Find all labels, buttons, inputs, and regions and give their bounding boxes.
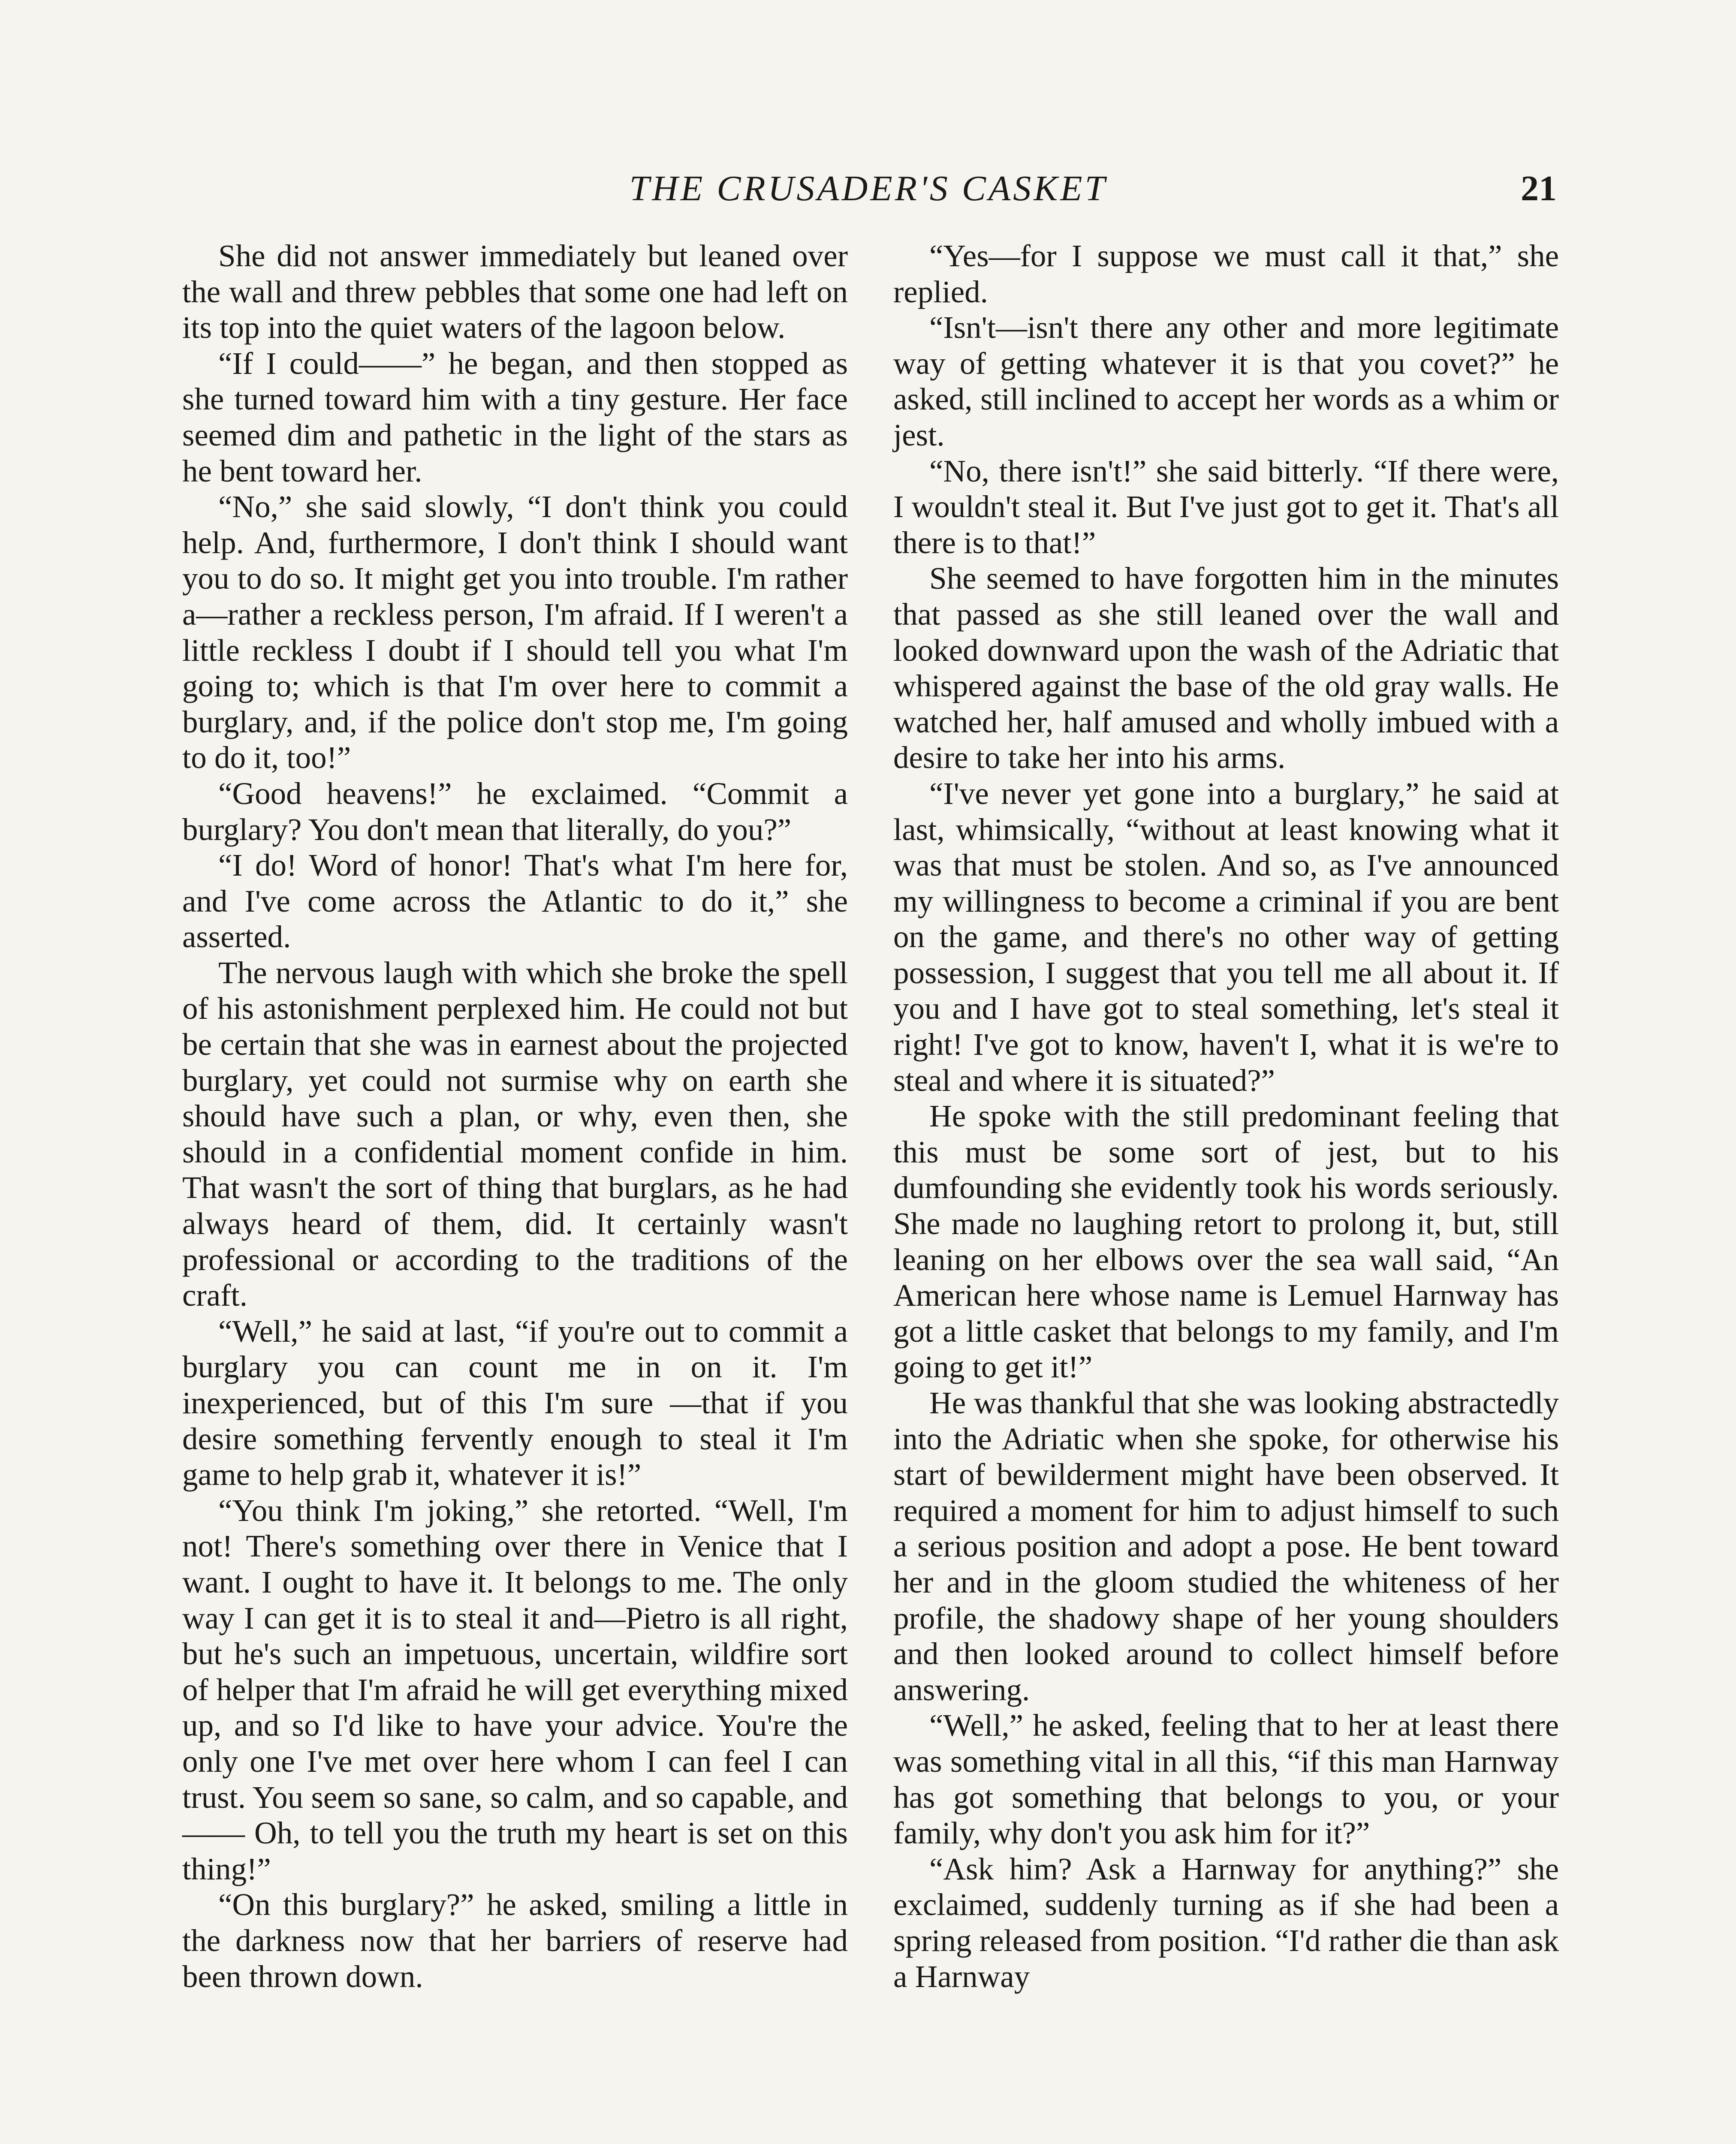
running-header bbox=[180, 163, 1557, 214]
paragraph: “Yes—for I suppose we must call it that,” she replied. bbox=[893, 238, 1559, 309]
paragraph: “If I could——” he began, and then stopped as she turned toward him with a tiny gesture. Her face seemed dim and pathetic in the light of the stars as he bent toward her. bbox=[182, 346, 848, 488]
left-text-column bbox=[182, 238, 848, 1994]
paragraph: “No,” she said slowly, “I don't think you could help. And, furthermore, I don't think I should want you to do so. It might get you into trouble. I'm rather a—rather a reckless person, I'm afraid. If I weren't a little reckless I doubt if I should tell you what I'm going to; which is that I'm over here to commit a burglary, and, if the police don't stop me, I'm going to do it, too!” bbox=[182, 489, 848, 775]
paragraph: “I've never yet gone into a burglary,” he said at last, whimsically, “without at least knowing what it was that must be stolen. And so, as I've announced my willingness to become a criminal if you are bent on the game, and there's no other way of getting possession, I suggest that you tell me all about it. If you and I have got to steal something, let's steal it right! I've got to know, haven't I, what it is we're to steal and where it is situated?” bbox=[893, 776, 1559, 1098]
paragraph: “I do! Word of honor! That's what I'm here for, and I've come across the Atlantic to do it,” she asserted. bbox=[182, 848, 848, 955]
paragraph: The nervous laugh with which she broke the spell of his astonishment perplexed him. He could not but be certain that she was in earnest about the projected burglary, yet could not surmise why on earth she should have such a plan, or why, even then, she should in a confidential moment confide in him. That wasn't the sort of thing that burglars, as he had always heard of them, did. It certainly wasn't professional or according to the traditions of the craft. bbox=[182, 955, 848, 1313]
page-number: 21 bbox=[1521, 169, 1557, 208]
paragraph: “Well,” he said at last, “if you're out to commit a burglary you can count me in on it. I'm inexperienced, but of this I'm sure —that if you desire something fervently enough to steal it I'm game to help grab it, whatever it is!” bbox=[182, 1313, 848, 1492]
running-title: THE CRUSADER'S CASKET bbox=[629, 169, 1108, 208]
paragraph: She seemed to have forgotten him in the minutes that passed as she still leaned over the wall and looked downward upon the wash of the Adriatic that whispered against the base of the old gray walls. He watched her, half amused and wholly imbued with a desire to take her into his arms. bbox=[893, 561, 1559, 775]
paragraph: “Isn't—isn't there any other and more legitimate way of getting whatever it is that you covet?” he asked, still inclined to accept her words as a whim or jest. bbox=[893, 310, 1559, 452]
paragraph: “On this burglary?” he asked, smiling a little in the darkness now that her barriers of reserve had been thrown down. bbox=[182, 1887, 848, 1994]
paragraph: She did not answer immediately but leaned over the wall and threw pebbles that some one had left on its top into the quiet waters of the lagoon below. bbox=[182, 238, 848, 345]
paragraph: “Ask him? Ask a Harnway for anything?” she exclaimed, suddenly turning as if she had been a spring released from position. “I'd rather die than ask a Harnway bbox=[893, 1851, 1559, 1994]
paragraph: “Good heavens!” he exclaimed. “Commit a burglary? You don't mean that literally, do you?” bbox=[182, 776, 848, 847]
right-text-column bbox=[893, 238, 1559, 1994]
paragraph: He was thankful that she was looking abstractedly into the Adriatic when she spoke, for otherwise his start of bewilderment might have been observed. It required a moment for him to adjust himself to such a serious position and adopt a pose. He bent toward her and in the gloom studied the whiteness of her profile, the shadowy shape of her young shoulders and then looked around to collect himself before answering. bbox=[893, 1385, 1559, 1707]
paragraph: He spoke with the still predominant feeling that this must be some sort of jest, but to his dumfounding she evidently took his words seriously. She made no laughing retort to prolong it, but, still leaning on her elbows over the sea wall said, “An American here whose name is Lemuel Harnway has got a little casket that belongs to my family, and I'm going to get it!” bbox=[893, 1099, 1559, 1385]
paragraph: “Well,” he asked, feeling that to her at least there was something vital in all this, “if this man Harnway has got something that belongs to you, or your family, why don't you ask him for it?” bbox=[893, 1708, 1559, 1851]
paragraph: “You think I'm joking,” she retorted. “Well, I'm not! There's something over there in Venice that I want. I ought to have it. It belongs to me. The only way I can get it is to steal it and—Pietro is all right, but he's such an impetuous, uncertain, wildfire sort of helper that I'm afraid he will get everything mixed up, and so I'd like to have your advice. You're the only one I've met over here whom I can feel I can trust. You seem so sane, so calm, and so capable, and—— Oh, to tell you the truth my heart is set on this thing!” bbox=[182, 1493, 848, 1886]
paragraph: “No, there isn't!” she said bitterly. “If there were, I wouldn't steal it. But I've just got to get it. That's all there is to that!” bbox=[893, 453, 1559, 560]
